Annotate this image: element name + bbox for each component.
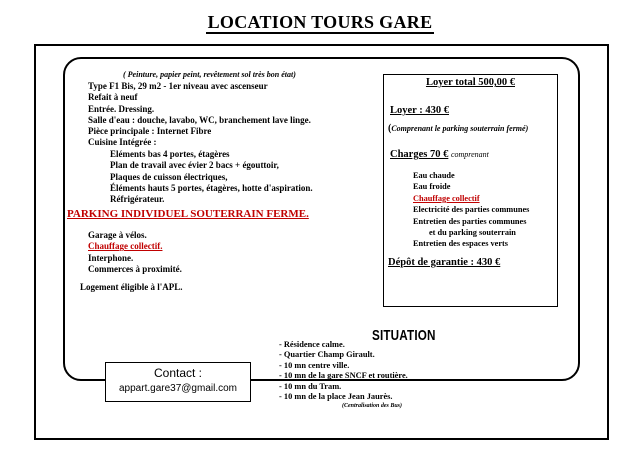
rent-total: Loyer total 500,00 €: [425, 77, 516, 88]
parking-banner: PARKING INDIVIDUEL SOUTERRAIN FERME.: [67, 208, 309, 220]
charges-item: Entretien des espaces verts: [413, 239, 509, 249]
feature-kitchen: Cuisine Intégrée :: [88, 137, 157, 148]
kitchen-list: [110, 149, 313, 205]
contact-box: [105, 362, 251, 402]
charges-item: Eau chaude: [413, 171, 455, 180]
extra-intercom: Interphone.: [88, 252, 134, 263]
feature-type: Type F1 Bis, 29 m2 - 1er niveau avec ascenseur: [88, 81, 268, 91]
situation-note: (Centralisation des Bus): [342, 403, 403, 409]
kitchen-item: Plaques de cuisson électriques,: [110, 171, 228, 182]
feature-entrance: Entrée. Dressing.: [88, 103, 155, 114]
rent-box: [383, 74, 558, 307]
page-title: LOCATION TOURS GARE: [207, 12, 433, 32]
feature-renovated: Refait à neuf: [88, 92, 138, 103]
feature-bathroom: Salle d'eau : douche, lavabo, WC, branchement lave linge.: [88, 114, 311, 125]
deposit: Dépôt de garantie : 430 €: [388, 257, 501, 268]
extra-garage: Garage à vélos.: [88, 230, 147, 240]
situation-item: - Résidence calme.: [279, 340, 345, 349]
charges-list: [413, 170, 529, 250]
kitchen-item: Éléments hauts 5 portes, étagères, hotte d'aspiration.: [110, 182, 313, 193]
rent-amount: Loyer : 430 €: [390, 105, 450, 116]
rent-note: (Comprenant le parking souterrain fermé): [388, 123, 529, 134]
kitchen-item: Eléments bas 4 portes, étagères: [110, 149, 230, 159]
extras-list: [88, 230, 182, 275]
charges-item: et du parking souterrain: [429, 228, 516, 238]
situation-item: - 10 mn de la place Jean Jaurès.: [279, 392, 393, 402]
situation-item: - 10 mn de la gare SNCF et routière.: [279, 371, 408, 381]
situation-heading: SITUATION: [372, 327, 436, 344]
extra-heating: Chauffage collectif.: [88, 241, 163, 252]
situation-item: - 10 mn du Tram.: [279, 381, 342, 391]
situation-item: - 10 mn centre ville.: [279, 360, 350, 370]
kitchen-item: Réfrigérateur.: [110, 194, 165, 205]
charges-item: Eau froide: [413, 182, 451, 192]
extra-shops: Commerces à proximité.: [88, 263, 182, 274]
contact-email[interactable]: appart.gare37@gmail.com: [119, 383, 237, 394]
charges-line: Charges 70 € comprenant: [390, 149, 489, 160]
feature-main-room: Pièce principale : Internet Fibre: [88, 126, 212, 137]
contact-label: Contact :: [153, 366, 203, 380]
kitchen-item: Plan de travail avec évier 2 bacs + égouttoir,: [110, 160, 279, 171]
situation-list: [279, 340, 408, 402]
situation-item: - Quartier Champ Girault.: [279, 350, 375, 360]
charges-item: Entretien des parties communes: [413, 216, 527, 226]
charges-item: Electricité des parties communes: [413, 205, 530, 215]
apl-note: Logement éligible à l'APL.: [80, 282, 183, 292]
charges-item: Chauffage collectif: [413, 193, 480, 203]
features-list: [88, 81, 311, 149]
intro-note: ( Peinture, papier peint, revêtement sol très bon état): [123, 70, 296, 79]
